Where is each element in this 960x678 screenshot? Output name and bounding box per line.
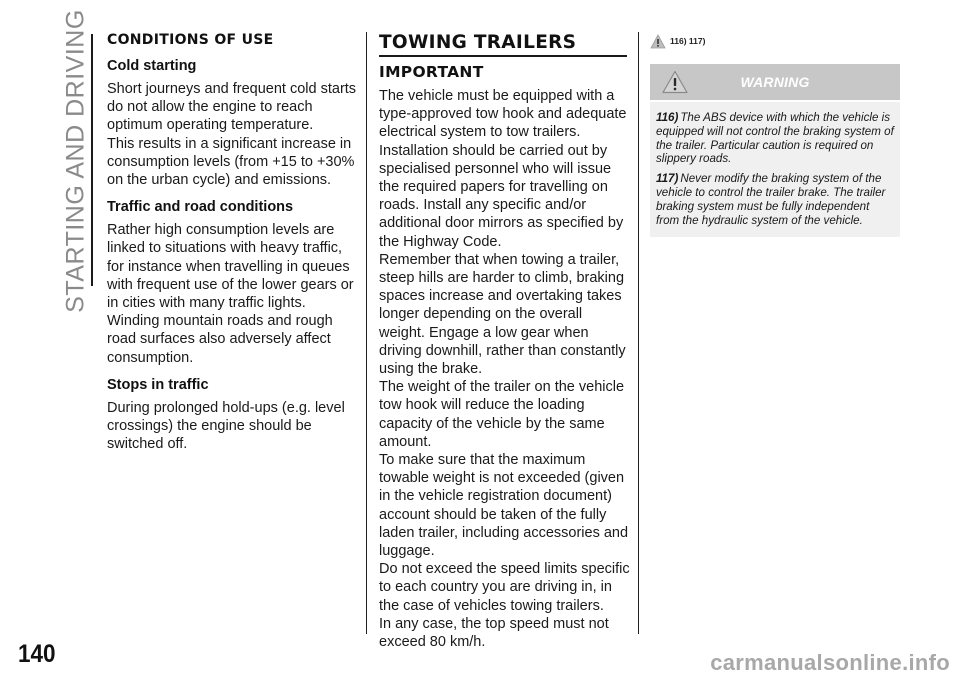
chapter-side-bar bbox=[91, 34, 93, 286]
small-warning-triangle-icon bbox=[650, 34, 666, 49]
warning-item bbox=[656, 111, 894, 166]
towing-column bbox=[379, 32, 631, 651]
warning-item-number: 116) bbox=[656, 111, 679, 124]
chapter-side-title-text: STARTING AND DRIVING bbox=[61, 9, 90, 313]
warning-item-text: The ABS device with which the vehicle is equipped will not control the braking system of the trailer. Particular caution is required on slippery roads. bbox=[656, 111, 894, 166]
column-divider bbox=[366, 32, 367, 634]
conditions-heading: CONDITIONS OF USE bbox=[107, 32, 274, 48]
traffic-title: Traffic and road conditions bbox=[107, 199, 294, 216]
warning-refs: 116) 117) bbox=[670, 36, 706, 46]
warning-title: WARNING bbox=[740, 74, 810, 90]
stops-text: During prolonged hold-ups (e.g. level crossings) the engine should be switched off. bbox=[107, 399, 345, 453]
traffic-text: Rather high consumption levels are linked to situations with heavy traffic, for instance when travelling in queues with frequent use of the lower gears or in cities with many traffic lights. Winding mountain roads and rough road surfaces also adversely affect consumption. bbox=[107, 222, 354, 366]
cold-starting-title: Cold starting bbox=[107, 58, 197, 74]
warning-item-text: Never modify the braking system of the vehicle to control the trailer brake. The trailer braking system must be fully independent from the hydraulic system of the vehicle. bbox=[656, 172, 886, 227]
warning-header bbox=[650, 64, 900, 100]
chapter-side-title bbox=[60, 9, 92, 313]
stops-title: Stops in traffic bbox=[107, 376, 209, 393]
towing-heading: TOWING TRAILERS bbox=[379, 32, 577, 53]
warning-body bbox=[650, 100, 900, 237]
cold-starting-text: Short journeys and frequent cold starts do not allow the engine to reach optimum operating temperature. This results in a significant increase in consumption levels (from +15 to +30% on the urban cycle) and emissions. bbox=[107, 81, 357, 189]
warning-column bbox=[650, 32, 900, 237]
warning-refs-line bbox=[650, 32, 900, 50]
page-number: 140 bbox=[18, 640, 56, 668]
towing-text: The vehicle must be equipped with a type-approved tow hook and adequate electrical system to tow trailers. Installation should be carried out by specialised personnel who will issue the required papers for travelling on roads. Install any specific and/or additional door mirrors as specified by the Highway Code. Remember that when towing a trailer, steep hills are harder to climb, braking spaces increase and overtaking takes longer depending on the overall weight. Engage a low gear when driving downhill, rather than constantly using the brake. The weight of the trailer on the vehicle tow hook will reduce the loading capacity of the vehicle by the same amount. To make sure that the maximum towable weight is not exceeded (given in the vehicle registration document) account should be taken of the fully laden trailer, including accessories and luggage. Do not exceed the speed limits specific to each country you are driving in, in the case of vehicles towing trailers. In any case, the top speed must not exceed 80 km/h. bbox=[379, 88, 630, 651]
conditions-column bbox=[107, 32, 357, 453]
warning-item-number: 117) bbox=[656, 172, 679, 186]
column-divider bbox=[638, 32, 639, 634]
towing-heading-rule bbox=[379, 55, 627, 57]
watermark: carmanualsonline.info bbox=[710, 650, 950, 675]
warning-item bbox=[656, 172, 894, 227]
important-heading: IMPORTANT bbox=[379, 63, 484, 81]
